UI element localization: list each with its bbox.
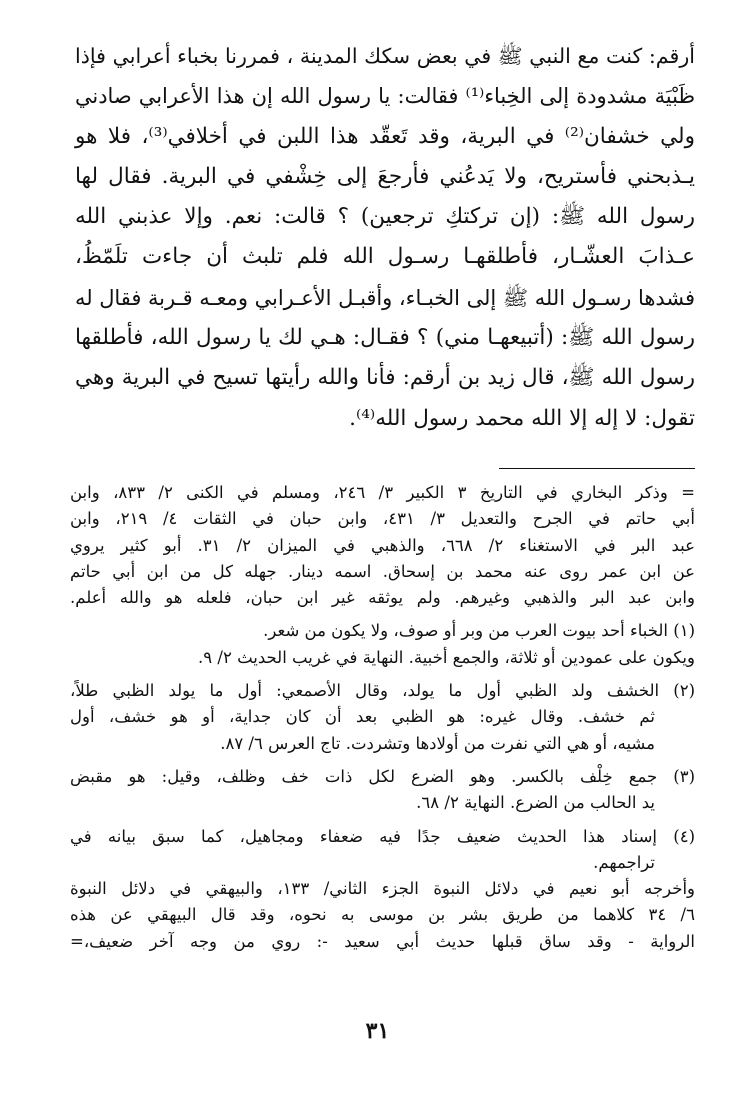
footnote-line: (١) الخباء أحد بيوت العرب من وبر أو صوف، ولا يكون من شعر. [263,621,695,641]
main-text-line: فشدها رسـول الله ﷺ إلى الخبـاء، وأقبـل الأعـرابي ومعـه قـربة فقال له [75,285,695,310]
main-text-line: تقول: لا إله إلا الله محمد رسول الله⁽⁴⁾. [349,405,695,431]
footnote-line: وأخرجه أبو نعيم في دلائل النبوة الجزء الثاني/ ١٣٣، والبيهقي في دلائل النبوة [70,879,695,899]
footnote-line: تراجمهم. [593,852,655,872]
footnote-line: ويكون على عمودين أو ثلاثة، والجمع أخبية. النهاية في غريب الحديث ٢/ ٩. [198,647,695,667]
footnote-line: الرواية - وقد ساق قبلها حديث أبي سعيد -: روي من وجه آخر ضعيف،= [70,931,695,951]
footnote-line: مشيه، أو هي التي نفرت من أولادها وتشردت. تاج العرس ٦/ ٨٧. [220,733,655,753]
footnote-continuation [70,480,695,611]
main-text-line: أرقم: كنت مع النبي ﷺ في بعض سكك المدينة ، فمررنا بخباء أعرابي فإذا [75,44,695,68]
footnote-line: أبي حاتم في الجرح والتعديل ٣/ ٤٣١، وابن حبان في الثقات ٤/ ٢١٩، وابن [70,509,695,529]
main-text-line: يـذبحني فأستريح، ولا يَدعُني فأرجعَ إلى خِشْفي في البرية. فقال لها [75,163,695,189]
footnote-separator [499,468,695,469]
footnote-3 [70,764,695,817]
page-number: ٣١ [365,1018,390,1044]
footnote-line: (٤) إسناد هذا الحديث ضعيف جدًا فيه ضعفاء ومجاهيل، كما سبق بيانه في [70,826,695,846]
footnote-line: وابن عبد البر والذهبي وغيرهم. ولم يوثقه غير ابن حبان، فلعله هو والله أعلم. [70,588,695,608]
footnote-line: عن ابن عمر روى عنه محمد بن إسحاق. اسمه دينار. جهله كل من ابن أبي حاتم [70,561,695,581]
footnote-line: (٢) الخشف ولد الظبي أول ما يولد، وقال الأصمعي: أول ما يولد الظبي طلاً، [70,681,695,701]
main-text-line: رسول الله ﷺ: (إن تركتكِ ترجعين) ؟ قالت: نعم. وإلا عذبني الله [75,204,695,230]
footnote-4 [70,824,695,955]
footnote-line: يد الحالب من الضرع. النهاية ٢/ ٦٨. [416,793,655,813]
footnote-line: عبد البر في الاستغناء ٢/ ٦٦٨، والذهبي في الميزان ٢/ ٣١. أبو كثير يروي [70,535,695,555]
footnote-line: (٣) جمع خِلْف بالكسر. وهو الضرع لكل ذات خف وظلف، وقيل: هو مقبض [70,766,695,786]
footnote-line: ٦/ ٣٤ كلاهما من طريق بشر بن موسى به نحوه، وقد قال البيهقي عن هذه [70,905,695,925]
footnote-line: = وذكر البخاري في التاريخ ٣ الكبير ٣/ ٢٤٦، ومسلم في الكنى ٢/ ٨٣٣، وابن [70,483,696,502]
footnote-1 [70,618,695,671]
footnotes [70,480,695,955]
footnote-line: ثم خشف. وقال غيره: هو الظبي بعد أن كان جداية، أو هو خشف، أول [70,707,655,727]
footnote-2 [70,678,695,757]
main-text-line: عـذابَ العشّـار، فأطلقهـا رسـول الله فلم تلبث أن جاءت تلَمّظُ، [75,244,695,270]
main-text-line: ظَبْيَة مشدودة إلى الخِباء⁽¹⁾ فقالت: يا رسول الله إن هذا الأعرابي صادني [75,84,695,109]
main-text-line: رسول الله ﷺ: (أتبيعهـا مني) ؟ فقـال: هـي لك يا رسول الله، فأطلقها [75,325,695,351]
main-text-line: رسول الله ﷺ، قال زيد بن أرقم: فأنا والله رأيتها تسيح في البرية وهي [75,365,695,391]
main-text-line: ولي خشفان⁽²⁾ في البرية، وقد تَعقّد هذا اللبن في أخلافي⁽³⁾، فلا هو [75,123,695,149]
main-text [75,36,695,439]
